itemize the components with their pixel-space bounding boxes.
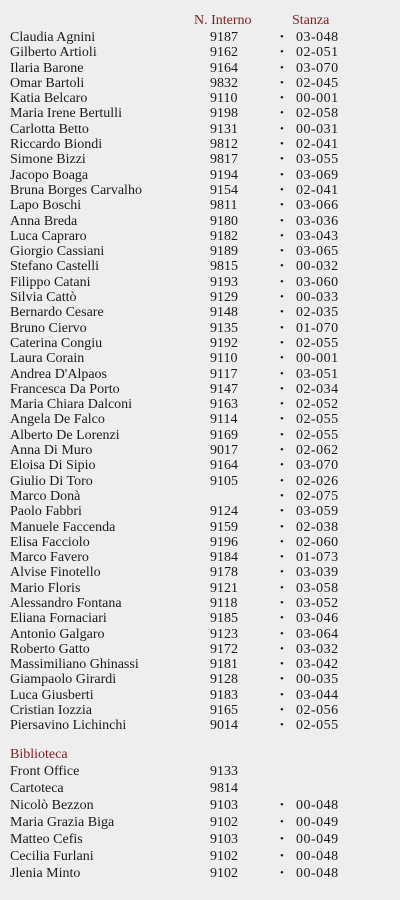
extension-number: 9105 bbox=[210, 473, 238, 489]
bullet-icon: • bbox=[280, 688, 284, 701]
directory-row bbox=[10, 397, 390, 412]
extension-number: 9183 bbox=[210, 687, 238, 703]
directory-row bbox=[10, 290, 390, 305]
directory-row bbox=[10, 137, 390, 152]
room-number: 02-041 bbox=[296, 137, 339, 153]
room-number: 02-045 bbox=[296, 75, 339, 91]
directory-row bbox=[10, 565, 390, 580]
directory-row bbox=[10, 122, 390, 137]
person-name: Eliana Fornaciari bbox=[10, 611, 107, 627]
directory-row bbox=[10, 642, 390, 657]
directory-row bbox=[10, 443, 390, 458]
bullet-icon: • bbox=[280, 799, 284, 811]
bullet-icon: • bbox=[280, 168, 284, 181]
directory-row bbox=[10, 797, 390, 814]
directory-row bbox=[10, 198, 390, 213]
room-number: 03-052 bbox=[296, 595, 339, 611]
room-number: 02-055 bbox=[296, 718, 339, 734]
extension-number: 9815 bbox=[210, 259, 238, 275]
room-number: 03-039 bbox=[296, 565, 339, 581]
room-number: 00-035 bbox=[296, 672, 339, 688]
extension-number: 9103 bbox=[210, 832, 238, 847]
room-number: 03-032 bbox=[296, 641, 339, 657]
header-interno: N. Interno bbox=[194, 13, 252, 28]
directory-row bbox=[10, 412, 390, 427]
extension-number: 9014 bbox=[210, 718, 238, 734]
directory-row bbox=[10, 367, 390, 382]
person-name: Front Office bbox=[10, 764, 80, 779]
person-name: Mario Floris bbox=[10, 580, 81, 596]
extension-number: 9163 bbox=[210, 397, 238, 413]
directory-row bbox=[10, 848, 390, 865]
room-number: 00-033 bbox=[296, 290, 339, 306]
person-name: Manuele Faccenda bbox=[10, 519, 116, 535]
room-number: 03-042 bbox=[296, 657, 339, 673]
extension-number: 9131 bbox=[210, 121, 238, 137]
person-name: Francesca Da Porto bbox=[10, 381, 120, 397]
directory-row bbox=[10, 382, 390, 397]
person-name: Luca Capraro bbox=[10, 228, 87, 244]
person-name: Angela De Falco bbox=[10, 412, 105, 428]
person-name: Maria Grazia Biga bbox=[10, 815, 115, 830]
extension-number: 9814 bbox=[210, 781, 238, 796]
bullet-icon: • bbox=[280, 61, 284, 74]
room-number: 00-031 bbox=[296, 121, 339, 137]
person-name: Roberto Gatto bbox=[10, 641, 90, 657]
room-number: 00-001 bbox=[296, 351, 339, 367]
person-name: Carlotta Betto bbox=[10, 121, 89, 137]
directory-row bbox=[10, 214, 390, 229]
extension-number: 9196 bbox=[210, 534, 238, 550]
person-name: Bruna Borges Carvalho bbox=[10, 182, 142, 198]
bullet-icon: • bbox=[280, 260, 284, 273]
directory-row bbox=[10, 229, 390, 244]
person-name: Gilberto Artioli bbox=[10, 45, 97, 61]
bullet-icon: • bbox=[280, 352, 284, 365]
person-name: Katia Belcaro bbox=[10, 91, 88, 107]
person-name: Bruno Ciervo bbox=[10, 320, 87, 336]
directory-row bbox=[10, 76, 390, 91]
room-number: 02-035 bbox=[296, 305, 339, 321]
directory-row bbox=[10, 581, 390, 596]
extension-number: 9194 bbox=[210, 167, 238, 183]
person-name: Laura Corain bbox=[10, 351, 85, 367]
room-number: 03-051 bbox=[296, 366, 339, 382]
person-name: Eloisa Di Sipio bbox=[10, 458, 96, 474]
directory-row bbox=[10, 275, 390, 290]
extension-number: 9182 bbox=[210, 228, 238, 244]
room-number: 02-041 bbox=[296, 182, 339, 198]
room-number: 02-056 bbox=[296, 703, 339, 719]
bullet-icon: • bbox=[280, 535, 284, 548]
directory-row bbox=[10, 474, 390, 489]
bullet-icon: • bbox=[280, 833, 284, 845]
directory-row bbox=[10, 61, 390, 76]
person-name: Antonio Galgaro bbox=[10, 626, 105, 642]
person-name: Bernardo Cesare bbox=[10, 305, 104, 321]
person-name: Marco Donà bbox=[10, 488, 81, 504]
extension-number: 9154 bbox=[210, 182, 238, 198]
extension-number: 9181 bbox=[210, 657, 238, 673]
extension-number: 9189 bbox=[210, 244, 238, 260]
section-title-biblioteca: Biblioteca bbox=[10, 747, 68, 762]
extension-number: 9102 bbox=[210, 849, 238, 864]
extension-number: 9133 bbox=[210, 764, 238, 779]
room-number: 03-060 bbox=[296, 274, 339, 290]
bullet-icon: • bbox=[280, 658, 284, 671]
extension-number: 9187 bbox=[210, 30, 238, 45]
room-number: 00-032 bbox=[296, 259, 339, 275]
directory-row bbox=[10, 596, 390, 611]
room-number: 03-055 bbox=[296, 152, 339, 168]
person-name: Cristian Iozzia bbox=[10, 703, 93, 719]
directory-row bbox=[10, 703, 390, 718]
person-name: Alvise Finotello bbox=[10, 565, 101, 581]
room-number: 03-036 bbox=[296, 213, 339, 229]
room-number: 03-070 bbox=[296, 458, 339, 474]
extension-number: 9114 bbox=[210, 412, 238, 428]
room-number: 02-055 bbox=[296, 427, 339, 443]
person-name: Massimiliano Ghinassi bbox=[10, 657, 139, 673]
person-name: Jlenia Minto bbox=[10, 866, 81, 881]
directory-row bbox=[10, 259, 390, 274]
person-name: Claudia Agnini bbox=[10, 30, 96, 45]
library-list bbox=[10, 763, 390, 882]
person-name: Jacopo Boaga bbox=[10, 167, 89, 183]
bullet-icon: • bbox=[280, 153, 284, 166]
directory-row bbox=[10, 106, 390, 121]
room-number: 03-048 bbox=[296, 30, 339, 45]
header-stanza: Stanza bbox=[292, 13, 330, 28]
bullet-icon: • bbox=[280, 382, 284, 395]
person-name: Lapo Boschi bbox=[10, 198, 82, 214]
directory-row bbox=[10, 351, 390, 366]
extension-number: 9162 bbox=[210, 45, 238, 61]
bullet-icon: • bbox=[280, 867, 284, 879]
room-number: 02-026 bbox=[296, 473, 339, 489]
directory-row bbox=[10, 688, 390, 703]
room-number: 02-055 bbox=[296, 335, 339, 351]
person-name: Riccardo Biondi bbox=[10, 137, 103, 153]
person-name: Nicolò Bezzon bbox=[10, 798, 94, 813]
bullet-icon: • bbox=[280, 336, 284, 349]
bullet-icon: • bbox=[280, 627, 284, 640]
room-number: 03-066 bbox=[296, 198, 339, 214]
directory-row bbox=[10, 183, 390, 198]
bullet-icon: • bbox=[280, 199, 284, 212]
person-name: Ilaria Barone bbox=[10, 60, 84, 76]
extension-number: 9110 bbox=[210, 91, 238, 107]
bullet-icon: • bbox=[280, 444, 284, 457]
staff-list bbox=[10, 30, 390, 734]
directory-row bbox=[10, 718, 390, 733]
directory-row bbox=[10, 865, 390, 882]
room-number: 02-038 bbox=[296, 519, 339, 535]
extension-number: 9123 bbox=[210, 626, 238, 642]
person-name: Stefano Castelli bbox=[10, 259, 100, 275]
person-name: Alessandro Fontana bbox=[10, 595, 122, 611]
bullet-icon: • bbox=[280, 321, 284, 334]
bullet-icon: • bbox=[280, 642, 284, 655]
extension-number: 9117 bbox=[210, 366, 238, 382]
room-number: 02-055 bbox=[296, 412, 339, 428]
extension-number: 9129 bbox=[210, 290, 238, 306]
bullet-icon: • bbox=[280, 398, 284, 411]
extension-number: 9128 bbox=[210, 672, 238, 688]
person-name: Elisa Facciolo bbox=[10, 534, 90, 550]
person-name: Caterina Congiu bbox=[10, 335, 103, 351]
room-number: 03-043 bbox=[296, 228, 339, 244]
extension-number: 9110 bbox=[210, 351, 238, 367]
room-number: 00-049 bbox=[296, 815, 339, 830]
room-number: 03-064 bbox=[296, 626, 339, 642]
directory-row bbox=[10, 627, 390, 642]
bullet-icon: • bbox=[280, 474, 284, 487]
bullet-icon: • bbox=[280, 291, 284, 304]
room-number: 02-051 bbox=[296, 45, 339, 61]
room-number: 00-048 bbox=[296, 849, 339, 864]
person-name: Cecilia Furlani bbox=[10, 849, 94, 864]
extension-number: 9164 bbox=[210, 60, 238, 76]
bullet-icon: • bbox=[280, 489, 284, 502]
bullet-icon: • bbox=[280, 612, 284, 625]
extension-number: 9102 bbox=[210, 815, 238, 830]
extension-number: 9184 bbox=[210, 550, 238, 566]
directory-row bbox=[10, 168, 390, 183]
directory-row bbox=[10, 91, 390, 106]
bullet-icon: • bbox=[280, 46, 284, 59]
bullet-icon: • bbox=[280, 505, 284, 518]
bullet-icon: • bbox=[280, 719, 284, 732]
room-number: 02-075 bbox=[296, 488, 339, 504]
person-name: Maria Irene Bertulli bbox=[10, 106, 122, 122]
bullet-icon: • bbox=[280, 428, 284, 441]
room-number: 03-044 bbox=[296, 687, 339, 703]
extension-number: 9121 bbox=[210, 580, 238, 596]
person-name: Omar Bartoli bbox=[10, 75, 85, 91]
directory-row bbox=[10, 672, 390, 687]
bullet-icon: • bbox=[280, 214, 284, 227]
directory-row bbox=[10, 45, 390, 60]
person-name: Silvia Cattò bbox=[10, 290, 77, 306]
bullet-icon: • bbox=[280, 122, 284, 135]
person-name: Luca Giusberti bbox=[10, 687, 94, 703]
extension-number: 9180 bbox=[210, 213, 238, 229]
directory-row bbox=[10, 305, 390, 320]
extension-number: 9811 bbox=[210, 198, 238, 214]
directory-row bbox=[10, 30, 390, 45]
bullet-icon: • bbox=[280, 107, 284, 120]
extension-number: 9817 bbox=[210, 152, 238, 168]
directory-row bbox=[10, 336, 390, 351]
extension-number: 9118 bbox=[210, 595, 238, 611]
extension-number: 9164 bbox=[210, 458, 238, 474]
directory-row bbox=[10, 520, 390, 535]
extension-number: 9148 bbox=[210, 305, 238, 321]
directory-row bbox=[10, 504, 390, 519]
bullet-icon: • bbox=[280, 520, 284, 533]
room-number: 02-052 bbox=[296, 397, 339, 413]
room-number: 01-070 bbox=[296, 320, 339, 336]
bullet-icon: • bbox=[280, 92, 284, 105]
person-name: Anna Breda bbox=[10, 213, 78, 229]
bullet-icon: • bbox=[280, 275, 284, 288]
extension-number: 9178 bbox=[210, 565, 238, 581]
extension-number: 9135 bbox=[210, 320, 238, 336]
bullet-icon: • bbox=[280, 673, 284, 686]
person-name: Maria Chiara Dalconi bbox=[10, 397, 133, 413]
extension-number: 9169 bbox=[210, 427, 238, 443]
directory-row bbox=[10, 780, 390, 797]
person-name: Matteo Cefis bbox=[10, 832, 83, 847]
person-name: Simone Bizzi bbox=[10, 152, 86, 168]
bullet-icon: • bbox=[280, 306, 284, 319]
extension-number: 9102 bbox=[210, 866, 238, 881]
person-name: Giorgio Cassiani bbox=[10, 244, 105, 260]
extension-number: 9147 bbox=[210, 381, 238, 397]
extension-number: 9165 bbox=[210, 703, 238, 719]
room-number: 02-034 bbox=[296, 381, 339, 397]
extension-number: 9192 bbox=[210, 335, 238, 351]
directory-row bbox=[10, 550, 390, 565]
person-name: Filippo Catani bbox=[10, 274, 91, 290]
person-name: Piersavino Lichinchi bbox=[10, 718, 127, 734]
person-name: Andrea D'Alpaos bbox=[10, 366, 107, 382]
directory-row bbox=[10, 535, 390, 550]
directory-row bbox=[10, 321, 390, 336]
room-number: 00-049 bbox=[296, 832, 339, 847]
directory-row bbox=[10, 244, 390, 259]
extension-number: 9124 bbox=[210, 504, 238, 520]
room-number: 03-058 bbox=[296, 580, 339, 596]
bullet-icon: • bbox=[280, 413, 284, 426]
directory-row bbox=[10, 763, 390, 780]
room-number: 03-046 bbox=[296, 611, 339, 627]
room-number: 00-048 bbox=[296, 798, 339, 813]
room-number: 00-048 bbox=[296, 866, 339, 881]
bullet-icon: • bbox=[280, 596, 284, 609]
bullet-icon: • bbox=[280, 551, 284, 564]
bullet-icon: • bbox=[280, 367, 284, 380]
extension-number: 9193 bbox=[210, 274, 238, 290]
directory-row bbox=[10, 489, 390, 504]
room-number: 03-070 bbox=[296, 60, 339, 76]
room-number: 00-001 bbox=[296, 91, 339, 107]
room-number: 03-059 bbox=[296, 504, 339, 520]
room-number: 02-062 bbox=[296, 443, 339, 459]
extension-number: 9172 bbox=[210, 641, 238, 657]
extension-number: 9159 bbox=[210, 519, 238, 535]
extension-number: 9832 bbox=[210, 75, 238, 91]
extension-number: 9812 bbox=[210, 137, 238, 153]
bullet-icon: • bbox=[280, 850, 284, 862]
room-number: 02-060 bbox=[296, 534, 339, 550]
room-number: 03-069 bbox=[296, 167, 339, 183]
directory-row bbox=[10, 831, 390, 848]
extension-number: 9185 bbox=[210, 611, 238, 627]
room-number: 01-073 bbox=[296, 550, 339, 566]
room-number: 02-058 bbox=[296, 106, 339, 122]
directory-row bbox=[10, 657, 390, 672]
person-name: Cartoteca bbox=[10, 781, 64, 796]
extension-number: 9198 bbox=[210, 106, 238, 122]
bullet-icon: • bbox=[280, 581, 284, 594]
directory-row bbox=[10, 814, 390, 831]
extension-number: 9017 bbox=[210, 443, 238, 459]
bullet-icon: • bbox=[280, 138, 284, 151]
bullet-icon: • bbox=[280, 183, 284, 196]
directory-row bbox=[10, 458, 390, 473]
person-name: Giulio Di Toro bbox=[10, 473, 93, 489]
extension-number: 9103 bbox=[210, 798, 238, 813]
person-name: Anna Di Muro bbox=[10, 443, 93, 459]
person-name: Paolo Fabbri bbox=[10, 504, 82, 520]
bullet-icon: • bbox=[280, 816, 284, 828]
room-number: 03-065 bbox=[296, 244, 339, 260]
bullet-icon: • bbox=[280, 76, 284, 89]
directory-row bbox=[10, 428, 390, 443]
bullet-icon: • bbox=[280, 229, 284, 242]
person-name: Marco Favero bbox=[10, 550, 89, 566]
directory-row bbox=[10, 152, 390, 167]
person-name: Alberto De Lorenzi bbox=[10, 427, 120, 443]
bullet-icon: • bbox=[280, 704, 284, 717]
person-name: Giampaolo Girardi bbox=[10, 672, 117, 688]
bullet-icon: • bbox=[280, 566, 284, 579]
bullet-icon: • bbox=[280, 31, 284, 43]
directory-row bbox=[10, 611, 390, 626]
bullet-icon: • bbox=[280, 245, 284, 258]
bullet-icon: • bbox=[280, 459, 284, 472]
